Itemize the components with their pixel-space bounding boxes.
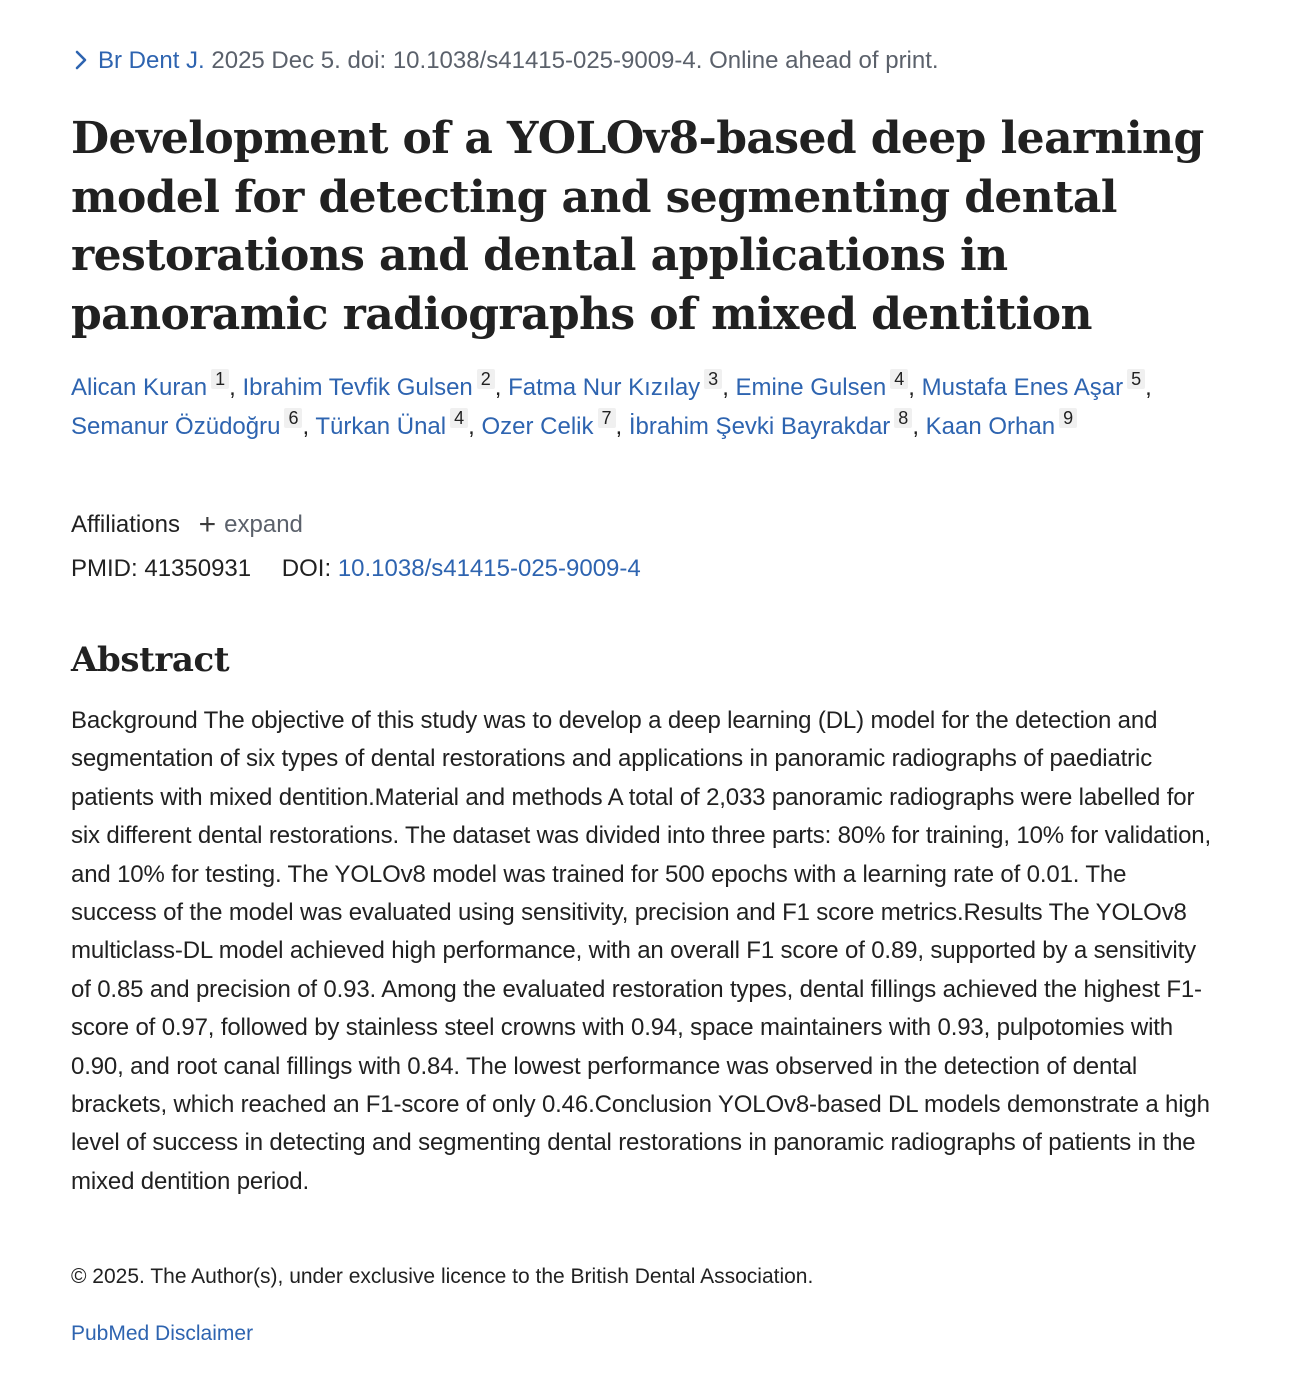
- affiliations-row: [71, 508, 303, 542]
- author-separator: ,: [722, 374, 736, 401]
- copyright-notice: © 2025. The Author(s), under exclusive licence to the British Dental Association.: [71, 1265, 814, 1288]
- expand-label: expand: [224, 511, 303, 538]
- author-separator: ,: [908, 374, 922, 401]
- affiliation-number[interactable]: 2: [477, 369, 495, 389]
- affiliation-number[interactable]: 4: [890, 369, 908, 389]
- author-link[interactable]: Emine Gulsen: [735, 374, 887, 401]
- affiliation-number[interactable]: 7: [598, 408, 616, 428]
- doi-link[interactable]: 10.1038/s41415-025-9009-4: [337, 555, 641, 582]
- author-link[interactable]: İbrahim Şevki Bayrakdar: [628, 412, 891, 440]
- affiliation-number[interactable]: 4: [450, 408, 468, 428]
- author-link[interactable]: Ibrahim Tevfik Gulsen: [242, 374, 473, 401]
- author-link[interactable]: Mustafa Enes Aşar: [921, 374, 1124, 401]
- affiliation-number[interactable]: 6: [284, 408, 302, 428]
- abstract-text: Background The objective of this study was to develop a deep learning (DL) model for the detection and segmentation of six types of dental restorations and applications in panoramic radiographs of paediatric patients with mixed dentition.Material and methods A total of 2,033 panoramic radiographs were labelled for six different dental restorations. The dataset was divided into three parts: 80% for training, 10% for validation, and 10% for testing. The YOLOv8 model was trained for 500 epochs with a learning rate of 0.01. The success of the model was evaluated using sensitivity, precision and F1 score metrics.Results The YOLOv8 multiclass-DL model achieved high performance, with an overall F1 score of 0.89, supported by a sensitivity of 0.85 and precision of 0.93. Among the evaluated restoration types, dental fillings achieved the highest F1-score of 0.97, followed by stainless steel crowns with 0.94, space maintainers with 0.93, pulpotomies with 0.90, and root canal fillings with 0.84. The lowest performance was observed in the detection of dental brackets, which reached an F1-score of only 0.46.Conclusion YOLOv8-based DL models demonstrate a high level of success in detecting and segmenting dental restorations in panoramic radiographs of patients in the mixed dentition period.: [71, 707, 1211, 1195]
- author-separator: ,: [494, 374, 509, 401]
- pubmed-disclaimer-link[interactable]: PubMed Disclaimer: [71, 1322, 254, 1345]
- author-separator: ,: [229, 374, 243, 401]
- citation-line: [71, 44, 939, 78]
- author-separator: ,: [468, 412, 482, 440]
- author-link[interactable]: Alican Kuran: [71, 374, 208, 401]
- author-link[interactable]: Semanur Özüdoğru: [71, 412, 281, 440]
- affiliations-expand-button[interactable]: [198, 508, 303, 541]
- author-link[interactable]: Kaan Orhan: [925, 412, 1056, 440]
- author-link[interactable]: Ozer Celik: [481, 412, 594, 440]
- journal-link[interactable]: Br Dent J.: [98, 47, 205, 74]
- affiliation-number[interactable]: 1: [211, 369, 229, 389]
- plus-icon: +: [198, 508, 217, 541]
- author-separator: ,: [615, 412, 629, 440]
- affiliation-number[interactable]: 8: [894, 408, 912, 428]
- author-list: [71, 369, 1211, 446]
- author-separator: ,: [1145, 374, 1152, 401]
- author-link[interactable]: Türkan Ünal: [315, 412, 447, 440]
- affiliations-label: Affiliations: [71, 511, 180, 538]
- pmid-value: 41350931: [144, 555, 252, 582]
- citation-details: 2025 Dec 5. doi: 10.1038/s41415-025-9009-4. Online ahead of print.: [211, 47, 939, 74]
- affiliation-number[interactable]: 5: [1127, 369, 1145, 389]
- author-separator: ,: [302, 412, 316, 440]
- article-title: Development of a YOLOv8-based deep learning model for detecting and segmenting dental restorations and dental applications in panoramic radiographs of mixed dentition: [71, 113, 1204, 340]
- affiliation-number[interactable]: 3: [704, 369, 722, 389]
- affiliation-number[interactable]: 9: [1059, 408, 1077, 428]
- identifiers-row: [71, 552, 641, 586]
- author-separator: ,: [912, 412, 926, 440]
- doi-label: DOI:: [281, 555, 332, 582]
- chevron-right-icon[interactable]: [71, 50, 93, 70]
- author-link[interactable]: Fatma Nur Kızılay: [508, 374, 701, 401]
- abstract-heading: Abstract: [71, 640, 230, 680]
- pmid-label: PMID:: [71, 555, 138, 582]
